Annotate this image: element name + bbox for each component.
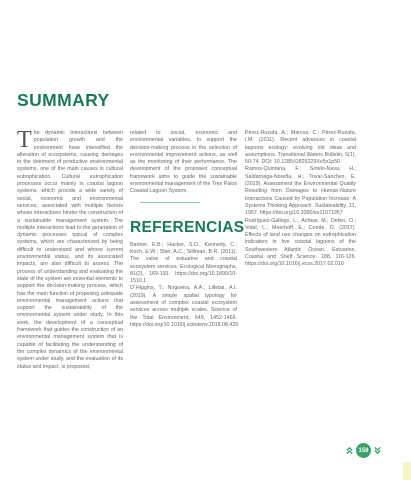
references-heading: REFERENCIAS xyxy=(130,218,245,236)
references-column xyxy=(245,130,356,269)
summary-column-1 xyxy=(17,127,123,371)
summary-text: he dynamic interactions between population growth and the environment have intensified the alteration of ecosystems, causing damages to the detriment of productive environmental systems, one of the main causes is cultural eutrophication. Cultural eutrophication processes occur mainly in coastal lagoon systems, which provide a wide variety of social, economic and environmental services, associated with multiple factors whose interactions hinder the construction of a sustainable management system. The multiple interactions lead to the generation of dynamic processes typical of complex systems, which are characterized by being difficult to understand and whose current environmental status, and its associated impacts, are also difficult to assess. The process of understanding and evaluating the state of the system are essential elements to support the decision-making process, which has the main function of proposing adequate environmental management actions that support the sustainability of the environmental system under study. In this work, the development of a conceptual framework that guides the construction of an environmental management system that is capable of facilitating the understanding of the complex dynamics of the environmental system under study, and the evaluation of its status and impact, is proposed, xyxy=(17,130,123,370)
reference-entry: Pérez-Ruzafa, A.; Marcos, C.; Pérez-Ruzafa, I.M. (2011). Recent advances in coastal lagoons ecology: evolving old ideas and assumptions. Transitional Waters Bulletin, 5(1), 50-74. DOI: 10.1285/i1825229Xv5n1p50 xyxy=(245,130,356,166)
reference-entry: Rodríguez-Gallego, L.; Achkar, M.; Defeo, O.; Vidal, L.; Meerhoff, E.; Conde, D. (2017). Effects of land use changes on eutrophication indicators in five coastal lagoons of the Southwestern Atlantic Ocean. Estuarine, Coastal and Shelf Science, 188, 116-126. https://doi.org/10.1016/j.ecss.2017.02.010 xyxy=(245,217,356,268)
reference-entry: O´Higgins, T.; Nogueira, A.A.; Lillebø, A.I. (2019). A simple spatial typology for assessment of complex coastal ecosystem services across multiple scales. Science of the Total Environment, 649, 1452-1466. https://doi.org/10.1016/j.scitotenv.2018.08.420 xyxy=(130,285,239,328)
drop-cap: T xyxy=(17,127,32,153)
side-tab xyxy=(403,462,411,480)
page-number-badge: 158 xyxy=(356,443,371,458)
summary-column-2 xyxy=(130,130,245,329)
double-chevron-up-icon[interactable] xyxy=(345,446,354,455)
summary-heading: SUMMARY xyxy=(17,90,110,110)
summary-continuation: related to social, economic and environmental variables, to support the decision-making process in the selection of environmental improvement actions, as well as the monitoring of their performance. The development of the proposed conceptual framework aims to guide the sustainable environmental management of the Tres Palos Coastal Lagoon System. xyxy=(130,130,237,195)
page-navigation xyxy=(345,443,382,458)
reference-entry: Ramos-Quintana, F.; Sotelo-Nava, H.; Saldarriaga-Noreña, H.; Tovar-Sánchez, E. (2019). Assessment the Environmental Quality Resulting from Damages to Human-Nature Interactions Caused by Population Increase: A Systems Thinking Approach. Sustainability, 11, 1957. https://doi.org/10.3390/su11071957 xyxy=(245,166,356,217)
summary-paragraph xyxy=(17,127,123,371)
section-divider xyxy=(140,202,200,203)
double-chevron-down-icon[interactable] xyxy=(373,446,382,455)
reference-entry: Barbier, E.B.; Hacker, S.D.; Kennedy, C.; Koch, E.W.; Stier, A.C.; Silliman, B.R. (2011). The value of estuarine and coastal ecosystem services. Ecological Monographs, 81(2), 169-193. https://doi.org/10.1890/10-1510.1 xyxy=(130,241,237,285)
